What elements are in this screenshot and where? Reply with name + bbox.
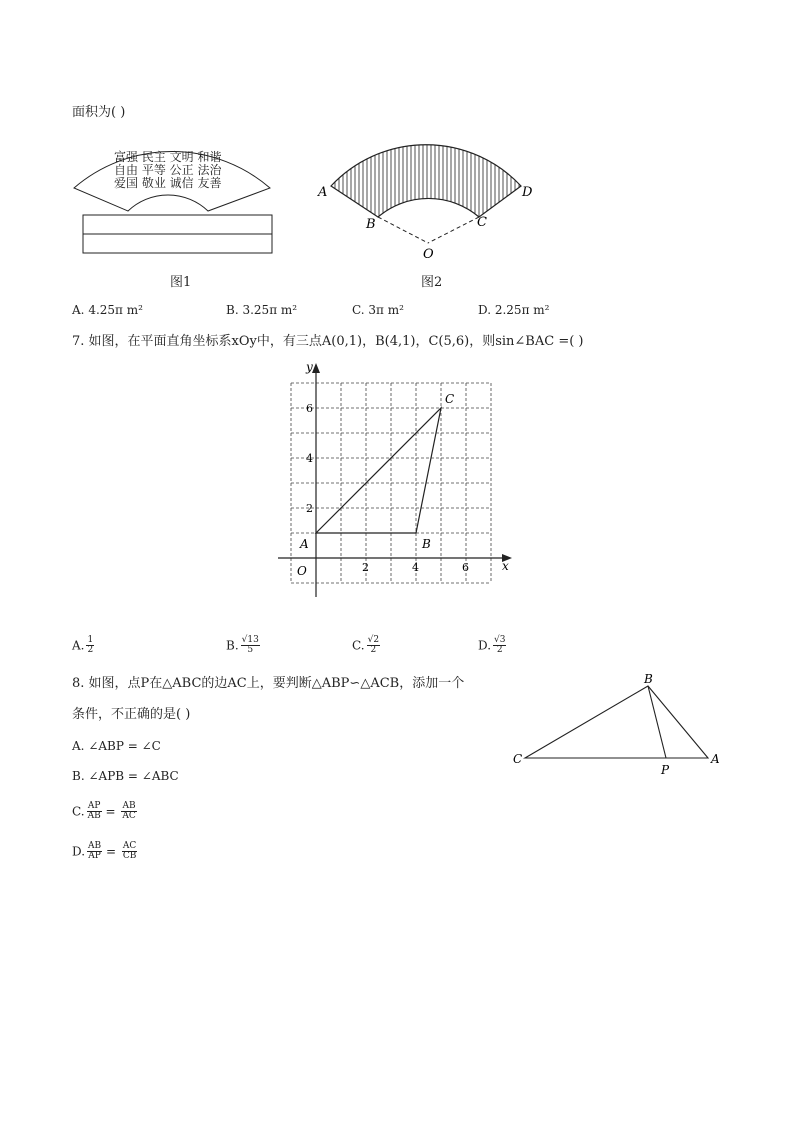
- triangle-abc: [316, 408, 441, 533]
- q6-option-c: C. 3π m²: [352, 303, 404, 317]
- y-axis-label: y: [306, 360, 313, 374]
- fan-slogan-row-1: 富强 民主 文明 和谐: [114, 150, 222, 164]
- point-A-label: A: [318, 185, 328, 200]
- y-tick-2: 2: [306, 502, 313, 515]
- point-p-label: P: [661, 763, 670, 777]
- point-c-label: C: [445, 392, 455, 406]
- q8-option-c: C. $\frac{AP}{AB}$ = $\frac{AB}{AC}$: [72, 801, 136, 822]
- figure-1-caption: 图1: [170, 275, 192, 290]
- y-axis-arrow: [312, 363, 320, 373]
- grid-lines: [291, 383, 491, 583]
- q7-option-b: B. $\frac{√13}{5}$: [226, 635, 259, 656]
- triangle-cba: [525, 686, 708, 758]
- q7-option-a: A. $\frac{1}{2}$: [72, 635, 94, 656]
- q8-option-b: B. ∠APB = ∠ABC: [72, 769, 179, 783]
- triangle-figure-q8: [505, 670, 745, 780]
- x-tick-2: 2: [362, 561, 369, 574]
- origin-label: O: [297, 564, 307, 578]
- q8-option-d: D. $\frac{AB}{AP}$ = $\frac{AC}{CB}$: [72, 841, 137, 862]
- x-tick-6: 6: [462, 561, 469, 574]
- q7-option-c: C. $\frac{√2}{2}$: [352, 635, 380, 656]
- q8-stem-line-1: 8. 如图，点P在△ABC的边AC上，要判断△ABP∽△ACB，添加一个: [72, 676, 465, 691]
- figure-2-caption: 图2: [421, 275, 443, 290]
- x-axis-label: x: [502, 559, 509, 573]
- fan-slogan-row-2: 自由 平等 公正 法治: [114, 163, 222, 177]
- annular-sector-figure-2: [310, 120, 550, 270]
- q6-option-a: A. 4.25π m²: [72, 303, 143, 317]
- q7-option-d: D. $\frac{√3}{2}$: [478, 635, 506, 656]
- y-tick-6: 6: [306, 402, 313, 415]
- q7-stem: 7. 如图，在平面直角坐标系xOy中，有三点A(0,1)，B(4,1)，C(5,6)，则sin∠BAC =( ): [72, 334, 584, 349]
- coordinate-grid: [270, 355, 530, 605]
- q6-option-d: D. 2.25π m²: [478, 303, 550, 317]
- point-B-label: B: [366, 217, 376, 232]
- point-C-label: C: [477, 215, 487, 230]
- q6-prefix: 面积为( ): [72, 105, 126, 120]
- q8-stem-line-2: 条件，不正确的是( ): [72, 707, 191, 722]
- q8-option-a: A. ∠ABP = ∠C: [72, 739, 161, 753]
- vertex-c-label: C: [513, 752, 523, 766]
- fan-slogan-row-3: 爱国 敬业 诚信 友善: [114, 176, 222, 190]
- y-tick-4: 4: [306, 452, 313, 465]
- point-b-label: B: [422, 537, 431, 551]
- vertex-a-label: A: [711, 752, 720, 766]
- point-O-label: O: [423, 247, 434, 262]
- vertex-b-label: B: [644, 672, 653, 686]
- point-D-label: D: [522, 185, 533, 200]
- x-tick-4: 4: [412, 561, 419, 574]
- q6-option-b: B. 3.25π m²: [226, 303, 298, 317]
- point-a-label: A: [300, 537, 309, 551]
